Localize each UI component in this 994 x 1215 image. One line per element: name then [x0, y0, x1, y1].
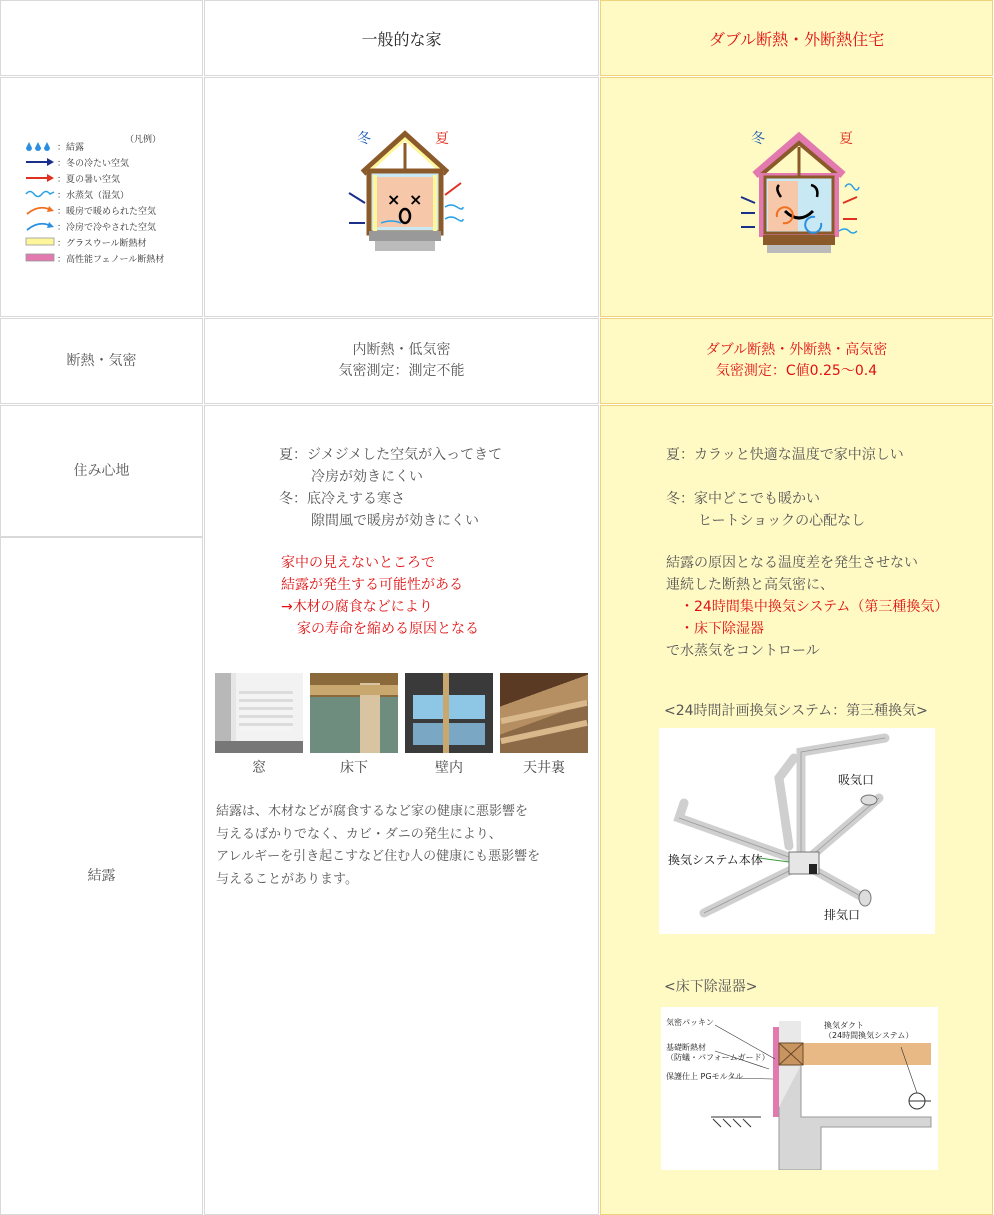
legend-item: ：冬の冷たい空気: [25, 154, 129, 170]
general-winter-line1: 冬：底冷えする寒さ: [279, 491, 405, 507]
double-cond-line2: 連続した断熱と高気密に、: [666, 577, 834, 593]
winter-label: 冬: [751, 131, 765, 147]
general-insulation-cell: [204, 318, 599, 404]
row-label-comfort: 住み心地: [0, 405, 203, 537]
general-warning-line1: 家中の見えないところで: [281, 555, 435, 571]
vent-intake-label: 吸気口: [838, 773, 875, 787]
legend-cell: [0, 77, 203, 317]
dehum-base-label1: 基礎断熱材: [666, 1043, 706, 1052]
wave-icon: [25, 187, 57, 201]
double-cond-line5: で水蒸気をコントロール: [666, 643, 820, 659]
general-house-cell: [204, 77, 599, 317]
double-cond-line1: 結露の原因となる温度差を発生させない: [666, 555, 918, 571]
legend-item: ：夏の暑い空気: [25, 170, 120, 186]
photo-caption-underfloor: 床下: [340, 760, 368, 776]
legend-title: （凡例）: [125, 135, 162, 145]
general-warning-line3: →木材の腐食などにより: [281, 599, 433, 615]
winter-label: 冬: [357, 131, 371, 147]
legend-item: ：水蒸気（湿気）: [25, 186, 129, 202]
general-airtight-line: 気密測定：測定不能: [338, 363, 465, 379]
svg-text:×: ×: [409, 190, 423, 209]
dehum-base-label2: （防蟻・パフォームガード）: [666, 1053, 770, 1062]
dehumidifier-title: <床下除湿器>: [664, 979, 758, 995]
dehum-duct-label2: （24時間換気システム）: [824, 1031, 914, 1040]
photo-window: [215, 673, 303, 753]
legend-item: ：結露: [25, 138, 84, 154]
general-insulation-line: 内断熱・低気密: [352, 342, 451, 358]
photo-caption-wall: 壁内: [435, 760, 463, 776]
row-label-insulation: 断熱・気密: [0, 318, 203, 404]
corner-cell: [0, 0, 203, 76]
general-summer-line2: 冷房が効きにくい: [311, 469, 423, 485]
legend-item: ：グラスウール断熱材: [25, 234, 147, 250]
red-arrow-icon: [25, 171, 57, 185]
legend-item: ：冷房で冷やされた空気: [25, 218, 156, 234]
legend: [25, 130, 195, 270]
double-cond-line3: ・24時間集中換気システム（第三種換気）: [680, 599, 949, 615]
general-comfort-condensation-cell: [204, 405, 599, 1215]
header-double-insulation: ダブル断熱・外断熱住宅: [600, 0, 993, 76]
double-summer-line: 夏：カラッと快適な温度で家中涼しい: [666, 447, 904, 463]
dehum-duct-label1: 換気ダクト: [824, 1021, 864, 1030]
svg-text:×: ×: [387, 190, 401, 209]
double-comfort-condensation-cell: [600, 405, 993, 1215]
orange-curve-icon: [25, 203, 57, 217]
double-insulation-line: ダブル断熱・外断熱・高気密: [705, 342, 888, 358]
double-house-cell: [600, 77, 993, 317]
header-general-house: 一般的な家: [204, 0, 599, 76]
blue-arrow-icon: [25, 155, 57, 169]
drops-icon: [25, 139, 57, 153]
dehum-packing-label: 気密パッキン: [666, 1018, 714, 1027]
vent-system-title: <24時間計画換気システム：第三種換気>: [664, 703, 928, 719]
general-summer-line1: 夏：ジメジメした空気が入ってきて: [279, 447, 503, 463]
photo-caption-window: 窓: [252, 760, 266, 776]
blue-curve-icon: [25, 219, 57, 233]
photo-attic: [500, 673, 588, 753]
photo-caption-attic: 天井裏: [523, 760, 565, 776]
general-warning-line2: 結露が発生する可能性がある: [281, 577, 463, 593]
summer-label: 夏: [839, 131, 853, 147]
legend-item: ：高性能フェノール断熱材: [25, 250, 164, 266]
dehumidifier-diagram: [661, 1007, 938, 1170]
legend-item: ：暖房で暖められた空気: [25, 202, 156, 218]
double-airtight-line: 気密測定：C値0.25〜0.4: [715, 363, 878, 379]
yellow-bar-icon: [25, 235, 57, 249]
vent-system-diagram: [659, 728, 935, 934]
summer-label: 夏: [435, 131, 449, 147]
general-winter-line2: 隙間風で暖房が効きにくい: [311, 513, 479, 529]
double-winter-line1: 冬：家中どこでも暖かい: [666, 491, 820, 507]
row-label-condensation: 結露: [0, 537, 203, 1215]
general-warning-line4: 家の寿命を縮める原因となる: [297, 621, 479, 637]
pink-bar-icon: [25, 251, 57, 265]
photo-wall-interior: [405, 673, 493, 753]
dehum-protect-label: 保護仕上 PGモルタル: [666, 1072, 744, 1081]
double-insulation-cell: [600, 318, 993, 404]
vent-ducts-graphic: [659, 728, 935, 934]
double-cond-line4: ・床下除湿器: [680, 621, 764, 637]
vent-unit-label: 換気システム本体: [668, 853, 763, 867]
photo-underfloor: [310, 673, 398, 753]
condensation-paragraph: 結露は、木材などが腐食するなど家の健康に悪影響を 与えるばかりでなく、カビ・ダニの発生により、 アレルギーを引き起こすなど住む人の健康にも悪影響を 与えることがあります。: [216, 804, 541, 887]
vent-exhaust-label: 排気口: [824, 908, 861, 922]
double-winter-line2: ヒートショックの心配なし: [698, 513, 866, 529]
